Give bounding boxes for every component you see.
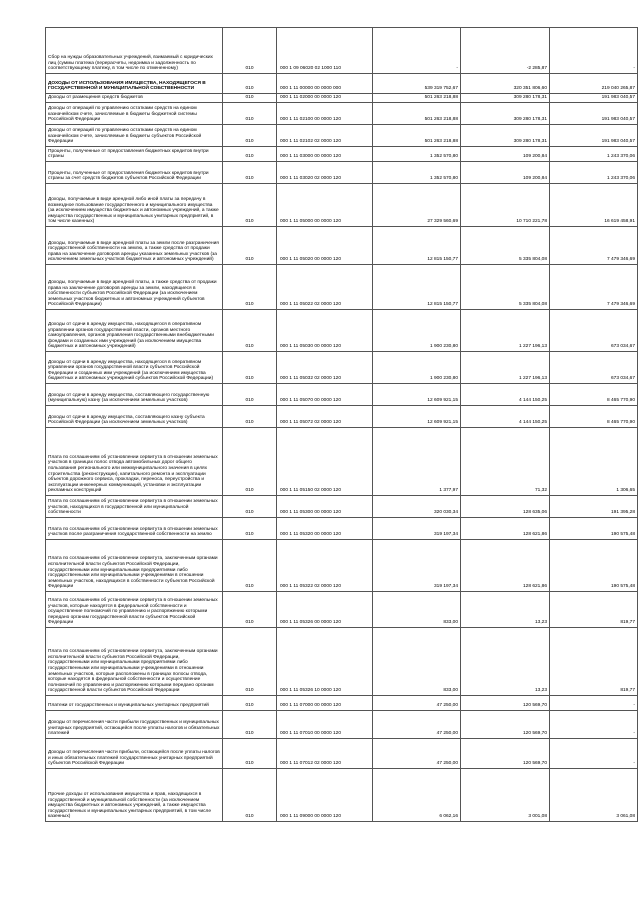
row-code-cell: 010 bbox=[223, 518, 277, 540]
row-kbk-cell: 000 1 11 05072 02 0000 120 bbox=[277, 406, 373, 428]
row-code-cell: 010 bbox=[223, 711, 277, 739]
row-code-cell: 010 bbox=[223, 769, 277, 822]
row-code-cell: 010 bbox=[223, 540, 277, 592]
row-unexecuted-cell: 3 061,08 bbox=[550, 769, 638, 822]
report-table-container bbox=[45, 27, 637, 822]
table-row bbox=[46, 147, 638, 162]
row-approved-cell: 320 030,34 bbox=[373, 496, 461, 518]
row-unexecuted-cell: 191 983 040,57 bbox=[550, 125, 638, 147]
row-code-cell: 010 bbox=[223, 352, 277, 384]
row-kbk-cell: 000 1 11 02000 00 0000 120 bbox=[277, 94, 373, 103]
row-code-cell: 010 bbox=[223, 384, 277, 406]
row-code-cell: 010 bbox=[223, 94, 277, 103]
row-approved-cell: 47 250,00 bbox=[373, 739, 461, 769]
row-unexecuted-cell: - bbox=[550, 739, 638, 769]
row-executed-cell: 1 227 196,13 bbox=[461, 310, 550, 352]
row-name-cell: Доходы от операций по управлению остатками средств на едином казначейском счете, зачисляемые в бюджеты бюджетной системы Российской Федерации bbox=[46, 103, 223, 125]
row-kbk-cell: 000 1 11 05020 00 0000 120 bbox=[277, 227, 373, 265]
row-name-cell: Плата по соглашениям об установлении сервитута в отношении земельных участков в границах полос отвода автомобильных дорог общего пользования регионального или межмуниципального значения в целях строительства (реконструкции), капитального ремонта и эксплуатации объектов дорожного сервиса, прокладки, переноса, переустройства и эксплуатации инженерных коммуникаций, установки и эксплуатации рекламных конструкций bbox=[46, 428, 223, 496]
table-row bbox=[46, 103, 638, 125]
row-code-cell: 010 bbox=[223, 739, 277, 769]
row-executed-cell: 309 280 178,31 bbox=[461, 125, 550, 147]
row-unexecuted-cell: 8 465 770,90 bbox=[550, 384, 638, 406]
row-executed-cell: 13,23 bbox=[461, 592, 550, 628]
row-unexecuted-cell: - bbox=[550, 711, 638, 739]
table-row bbox=[46, 540, 638, 592]
row-unexecuted-cell: 1 243 370,06 bbox=[550, 147, 638, 162]
row-approved-cell: 1 900 230,80 bbox=[373, 352, 461, 384]
row-unexecuted-cell: 219 040 265,87 bbox=[550, 74, 638, 94]
row-name-cell: Плата по соглашениям об установлении сервитута в отношении земельных участков после разграничения государственной собственности на землю bbox=[46, 518, 223, 540]
row-kbk-cell: 000 1 11 02102 02 0000 120 bbox=[277, 125, 373, 147]
row-executed-cell: 120 569,70 bbox=[461, 696, 550, 711]
row-name-cell: Доходы, получаемые в виде арендной либо иной платы за передачу в возмездное пользование государственного и муниципального имущества (за исключением имущества бюджетных и автономных учреждений, а также имущества государственных и муниципальных унитарных предприятий, в том числе казенных) bbox=[46, 184, 223, 227]
row-kbk-cell: 000 1 11 05322 02 0000 120 bbox=[277, 540, 373, 592]
row-name-cell: Доходы от размещения средств бюджетов bbox=[46, 94, 223, 103]
row-executed-cell: 128 621,86 bbox=[461, 540, 550, 592]
row-name-cell: Плата по соглашениям об установлении сервитута, заключенным органами исполнительной власти субъектов Российской Федерации, государственными или муниципальными предприятиями либо государственными или муниципальными учреждениями в отношении земельных участков, находящихся в собственности субъектов Российской Федерации bbox=[46, 540, 223, 592]
row-executed-cell: 5 335 804,08 bbox=[461, 227, 550, 265]
row-code-cell: 010 bbox=[223, 592, 277, 628]
row-unexecuted-cell: 8 465 770,90 bbox=[550, 406, 638, 428]
row-name-cell: Прочие доходы от использования имущества и прав, находящихся в государственной и муниципальной собственности (за исключением имущества бюджетных и автономных учреждений, а также имущества государственных и муниципальных унитарных предприятий, в том числе казенных) bbox=[46, 769, 223, 822]
row-unexecuted-cell: 191 983 040,57 bbox=[550, 94, 638, 103]
row-unexecuted-cell: 190 575,48 bbox=[550, 518, 638, 540]
row-unexecuted-cell: - bbox=[550, 28, 638, 74]
row-name-cell: Проценты, полученные от предоставления бюджетных кредитов внутри страны bbox=[46, 147, 223, 162]
row-name-cell: Проценты, полученные от предоставления бюджетных кредитов внутри страны за счет средств бюджетов субъектов Российской Федерации bbox=[46, 162, 223, 184]
row-unexecuted-cell: 819,77 bbox=[550, 592, 638, 628]
row-approved-cell: 6 062,16 bbox=[373, 769, 461, 822]
row-kbk-cell: 000 1 11 05320 00 0000 120 bbox=[277, 518, 373, 540]
table-row bbox=[46, 74, 638, 94]
row-kbk-cell: 000 1 11 03000 00 0000 120 bbox=[277, 147, 373, 162]
row-executed-cell: 128 621,86 bbox=[461, 518, 550, 540]
row-executed-cell: 309 280 178,31 bbox=[461, 103, 550, 125]
row-code-cell: 010 bbox=[223, 147, 277, 162]
row-name-cell: Сбор на нужды образовательных учреждений, взимаемый с юридических лиц (суммы платежа (перерасчеты, недоимка и задолженность по соответствующему платежу, в том числе по отмененному) bbox=[46, 28, 223, 74]
row-approved-cell: 539 319 752,67 bbox=[373, 74, 461, 94]
row-code-cell: 010 bbox=[223, 125, 277, 147]
row-code-cell: 010 bbox=[223, 406, 277, 428]
row-executed-cell: 3 001,08 bbox=[461, 769, 550, 822]
row-approved-cell: - bbox=[373, 28, 461, 74]
row-kbk-cell: 000 1 11 07010 00 0000 120 bbox=[277, 711, 373, 739]
row-kbk-cell: 000 1 11 05070 00 0000 120 bbox=[277, 384, 373, 406]
row-approved-cell: 12 815 150,77 bbox=[373, 227, 461, 265]
row-code-cell: 010 bbox=[223, 496, 277, 518]
row-executed-cell: 320 351 806,60 bbox=[461, 74, 550, 94]
row-approved-cell: 12 609 921,15 bbox=[373, 406, 461, 428]
table-row bbox=[46, 162, 638, 184]
row-code-cell: 010 bbox=[223, 103, 277, 125]
table-row bbox=[46, 227, 638, 265]
row-kbk-cell: 000 1 11 05022 02 0000 120 bbox=[277, 265, 373, 310]
row-approved-cell: 501 263 218,88 bbox=[373, 94, 461, 103]
row-executed-cell: 120 569,70 bbox=[461, 739, 550, 769]
row-code-cell: 010 bbox=[223, 696, 277, 711]
row-name-cell: Доходы от сдачи в аренду имущества, находящегося в оперативном управлении органов государственной власти, органов местного самоуправления, органов управления государственными внебюджетными фондами и созданных ими учреждений (за исключением имущества бюджетных и автономных учреждений) bbox=[46, 310, 223, 352]
row-executed-cell: 10 710 221,78 bbox=[461, 184, 550, 227]
table-row bbox=[46, 696, 638, 711]
row-code-cell: 010 bbox=[223, 310, 277, 352]
row-unexecuted-cell: 673 034,67 bbox=[550, 352, 638, 384]
row-kbk-cell: 000 1 11 07000 00 0000 120 bbox=[277, 696, 373, 711]
row-approved-cell: 833,00 bbox=[373, 592, 461, 628]
row-unexecuted-cell: 1 243 370,06 bbox=[550, 162, 638, 184]
row-kbk-cell: 000 1 11 00000 00 0000 000 bbox=[277, 74, 373, 94]
row-approved-cell: 1 352 570,80 bbox=[373, 162, 461, 184]
row-kbk-cell: 000 1 11 05326 00 0000 120 bbox=[277, 592, 373, 628]
row-approved-cell: 1 352 570,80 bbox=[373, 147, 461, 162]
row-name-cell: Доходы, получаемые в виде арендной платы за земли после разграничения государственной собственности на землю, а также средства от продажи права на заключение договоров аренды указанных земельных участков (за исключением земельных участков бюджетных и автономных учреждений) bbox=[46, 227, 223, 265]
row-kbk-cell: 000 1 11 05326 10 0000 120 bbox=[277, 628, 373, 696]
row-executed-cell: 5 335 804,08 bbox=[461, 265, 550, 310]
row-executed-cell: 4 144 150,25 bbox=[461, 406, 550, 428]
row-executed-cell: 109 200,84 bbox=[461, 147, 550, 162]
row-executed-cell: 4 144 150,25 bbox=[461, 384, 550, 406]
row-code-cell: 010 bbox=[223, 74, 277, 94]
row-unexecuted-cell: - bbox=[550, 696, 638, 711]
row-kbk-cell: 000 1 11 05032 02 0000 120 bbox=[277, 352, 373, 384]
row-unexecuted-cell: 1 306,65 bbox=[550, 428, 638, 496]
row-unexecuted-cell: 191 395,28 bbox=[550, 496, 638, 518]
row-executed-cell: 120 569,70 bbox=[461, 711, 550, 739]
row-code-cell: 010 bbox=[223, 227, 277, 265]
table-row bbox=[46, 28, 638, 74]
row-name-cell: Доходы от перечисления части прибыли государственных и муниципальных унитарных предприятий, остающейся после уплаты налогов и обязательных платежей bbox=[46, 711, 223, 739]
row-unexecuted-cell: 673 034,67 bbox=[550, 310, 638, 352]
row-name-cell: Плата по соглашениям об установлении сервитута в отношении земельных участков, находящихся в государственной или муниципальной собственности bbox=[46, 496, 223, 518]
row-executed-cell: 128 635,06 bbox=[461, 496, 550, 518]
table-row bbox=[46, 711, 638, 739]
row-name-cell: Доходы от сдачи в аренду имущества, составляющего казну субъекта Российской Федерации (за исключением земельных участков) bbox=[46, 406, 223, 428]
row-kbk-cell: 000 1 11 07012 02 0000 120 bbox=[277, 739, 373, 769]
table-row bbox=[46, 428, 638, 496]
row-kbk-cell: 000 1 11 03020 02 0000 120 bbox=[277, 162, 373, 184]
row-code-cell: 010 bbox=[223, 628, 277, 696]
row-kbk-cell: 000 1 11 05300 00 0000 120 bbox=[277, 496, 373, 518]
row-approved-cell: 47 250,00 bbox=[373, 711, 461, 739]
row-unexecuted-cell: 7 479 346,69 bbox=[550, 227, 638, 265]
row-executed-cell: 71,32 bbox=[461, 428, 550, 496]
row-approved-cell: 501 263 218,88 bbox=[373, 125, 461, 147]
row-name-cell: Платежи от государственных и муниципальных унитарных предприятий bbox=[46, 696, 223, 711]
table-row bbox=[46, 496, 638, 518]
row-unexecuted-cell: 190 575,48 bbox=[550, 540, 638, 592]
row-executed-cell: 109 200,84 bbox=[461, 162, 550, 184]
row-unexecuted-cell: 16 619 458,91 bbox=[550, 184, 638, 227]
row-name-cell: ДОХОДЫ ОТ ИСПОЛЬЗОВАНИЯ ИМУЩЕСТВА, НАХОДЯЩЕГОСЯ В ГОСУДАРСТВЕННОЙ И МУНИЦИПАЛЬНОЙ СОБСТВЕННОСТИ bbox=[46, 74, 223, 94]
row-approved-cell: 12 815 150,77 bbox=[373, 265, 461, 310]
row-code-cell: 010 bbox=[223, 162, 277, 184]
table-row bbox=[46, 94, 638, 103]
row-kbk-cell: 000 1 09 06020 02 1000 110 bbox=[277, 28, 373, 74]
row-approved-cell: 501 263 218,88 bbox=[373, 103, 461, 125]
table-row bbox=[46, 406, 638, 428]
row-name-cell: Доходы от операций по управлению остатками средств на едином казначейском счете, зачисляемые в бюджеты субъектов Российской Федерации bbox=[46, 125, 223, 147]
table-row bbox=[46, 310, 638, 352]
row-name-cell: Доходы от сдачи в аренду имущества, находящегося в оперативном управлении органов государственной власти субъектов Российской Федерации и созданных ими учреждений (за исключением имущества бюджетных и автономных учреждений субъектов Российской Федерации) bbox=[46, 352, 223, 384]
row-approved-cell: 47 250,00 bbox=[373, 696, 461, 711]
row-kbk-cell: 000 1 11 09000 00 0000 120 bbox=[277, 769, 373, 822]
row-approved-cell: 27 329 560,69 bbox=[373, 184, 461, 227]
table-row bbox=[46, 125, 638, 147]
row-executed-cell: -2 285,87 bbox=[461, 28, 550, 74]
row-approved-cell: 319 197,34 bbox=[373, 518, 461, 540]
row-unexecuted-cell: 819,77 bbox=[550, 628, 638, 696]
row-code-cell: 010 bbox=[223, 28, 277, 74]
row-approved-cell: 833,00 bbox=[373, 628, 461, 696]
table-row bbox=[46, 628, 638, 696]
row-approved-cell: 1 377,97 bbox=[373, 428, 461, 496]
row-name-cell: Доходы, получаемые в виде арендной платы, а также средства от продажи права на заключение договоров аренды за земли, находящиеся в собственности субъектов Российской Федерации (за исключением земельных участков бюджетных и автономных учреждений субъектов Российской Федерации) bbox=[46, 265, 223, 310]
row-name-cell: Плата по соглашениям об установлении сервитута, заключенным органами исполнительной власти субъектов Российской Федерации, государственными или муниципальными предприятиями либо государственными или муниципальными учреждениями в отношении земельных участков, которые расположены в границах полосы отвода, которые находятся в федеральной собственности и осуществление полномочий по управлению и распоряжению которыми передано органам государственной власти субъектов Российской Федерации bbox=[46, 628, 223, 696]
row-unexecuted-cell: 191 983 040,57 bbox=[550, 103, 638, 125]
row-approved-cell: 12 609 921,15 bbox=[373, 384, 461, 406]
row-kbk-cell: 000 1 11 05150 02 0000 120 bbox=[277, 428, 373, 496]
table-row bbox=[46, 592, 638, 628]
row-executed-cell: 1 227 196,13 bbox=[461, 352, 550, 384]
row-executed-cell: 309 280 178,31 bbox=[461, 94, 550, 103]
row-name-cell: Доходы от сдачи в аренду имущества, составляющего государственную (муниципальную) казну (за исключением земельных участков) bbox=[46, 384, 223, 406]
budget-revenue-table bbox=[45, 27, 638, 822]
table-row bbox=[46, 265, 638, 310]
row-name-cell: Доходы от перечисления части прибыли, остающейся после уплаты налогов и иных обязательных платежей государственных унитарных предприятий субъектов Российской Федерации bbox=[46, 739, 223, 769]
table-row bbox=[46, 739, 638, 769]
row-name-cell: Плата по соглашениям об установлении сервитута в отношении земельных участков, которые находятся в федеральной собственности и осуществление полномочий по управлению и распоряжению которыми передано органам государственной власти субъектов Российской Федерации bbox=[46, 592, 223, 628]
row-approved-cell: 319 197,34 bbox=[373, 540, 461, 592]
row-kbk-cell: 000 1 11 02100 00 0000 120 bbox=[277, 103, 373, 125]
row-approved-cell: 1 900 230,80 bbox=[373, 310, 461, 352]
row-code-cell: 010 bbox=[223, 428, 277, 496]
table-row bbox=[46, 769, 638, 822]
table-body bbox=[46, 28, 638, 822]
table-row bbox=[46, 184, 638, 227]
row-code-cell: 010 bbox=[223, 184, 277, 227]
table-row bbox=[46, 518, 638, 540]
table-row bbox=[46, 384, 638, 406]
row-kbk-cell: 000 1 11 05030 00 0000 120 bbox=[277, 310, 373, 352]
row-code-cell: 010 bbox=[223, 265, 277, 310]
row-unexecuted-cell: 7 479 346,69 bbox=[550, 265, 638, 310]
row-kbk-cell: 000 1 11 05000 00 0000 120 bbox=[277, 184, 373, 227]
table-row bbox=[46, 352, 638, 384]
row-executed-cell: 13,23 bbox=[461, 628, 550, 696]
